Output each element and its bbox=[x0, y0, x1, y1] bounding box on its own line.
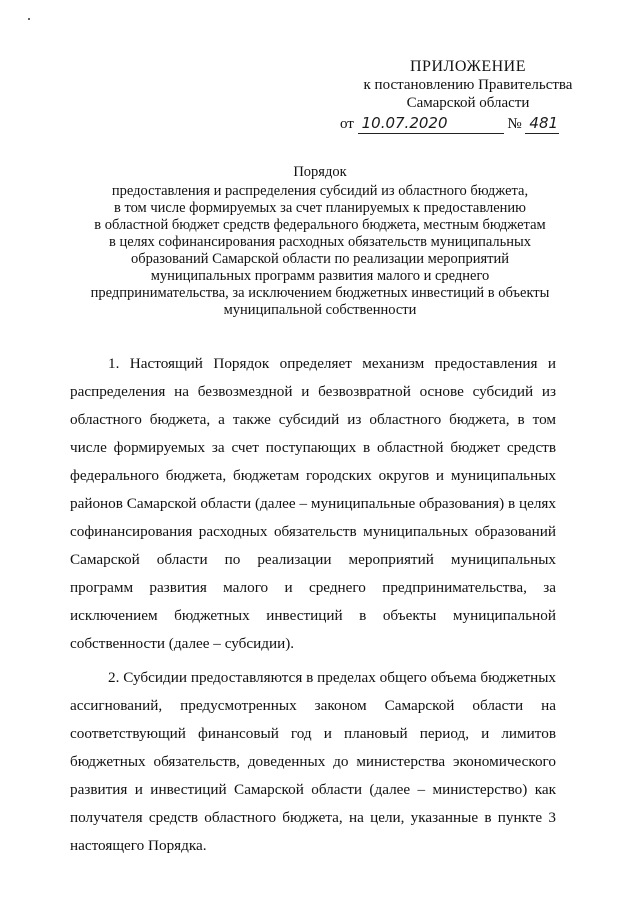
number-field bbox=[525, 114, 559, 134]
appendix-line-1: к постановлению Правительства bbox=[363, 77, 573, 93]
heading-line: муниципальной собственности bbox=[223, 302, 417, 318]
document-body bbox=[70, 350, 556, 860]
heading-line: муниципальных программ развития малого и среднего bbox=[150, 268, 490, 284]
date-prefix: от bbox=[340, 116, 354, 132]
heading-line: в областной бюджет средств федерального бюджета, местным бюджетам bbox=[94, 217, 546, 233]
handwritten-number: 481 bbox=[529, 114, 559, 132]
appendix-line-2: Самарской области bbox=[406, 95, 530, 111]
heading-line: предоставления и распределения субсидий из областного бюджета, bbox=[111, 183, 529, 199]
paragraph-2: 2. Субсидии предоставляются в пределах общего объема бюджетных ассигнований, предусмотренных законом Самарской области на соответствующий финансовый год и плановый период, и лимитов бюджетных обязательств, доведенных до министерства экономического развития и инвестиций Самарской области (далее – министерство) как получателя средств областного бюджета, на цели, указанные в пункте 3 настоящего Порядка. bbox=[70, 669, 556, 854]
appendix-block bbox=[318, 58, 618, 134]
heading-line: предпринимательства, за исключением бюджетных инвестиций в объекты bbox=[90, 285, 550, 301]
appendix-title: ПРИЛОЖЕНИЕ bbox=[409, 58, 526, 75]
heading-line: в том числе формируемых за счет планируемых к предоставлению bbox=[113, 200, 527, 216]
appendix-dateline bbox=[318, 114, 618, 134]
handwritten-date: 10.07.2020 bbox=[361, 114, 448, 132]
order-heading bbox=[64, 164, 576, 319]
heading-line: образований Самарской области по реализации мероприятий bbox=[130, 251, 510, 267]
order-title: Порядок bbox=[293, 164, 347, 180]
heading-line: в целях софинансирования расходных обязательств муниципальных bbox=[108, 234, 532, 250]
date-field bbox=[358, 114, 504, 134]
paragraph-1: 1. Настоящий Порядок определяет механизм предоставления и распределения на безвозмездной и безвозвратной основе субсидий из областного бюджета, а также субсидий из областного бюджета, в том числе формируемых за счет поступающих в областной бюджет средств федерального бюджета, бюджетам городских округов и муниципальных районов Самарской области (далее – муниципальные образования) в целях софинансирования расходных обязательств муниципальных образований Самарской области по реализации мероприятий муниципальных программ развития малого и среднего предпринимательства, за исключением бюджетных инвестиций в объекты муниципальной собственности (далее – субсидии). bbox=[70, 355, 556, 652]
number-prefix: № bbox=[507, 116, 522, 132]
scan-speck bbox=[28, 18, 30, 20]
